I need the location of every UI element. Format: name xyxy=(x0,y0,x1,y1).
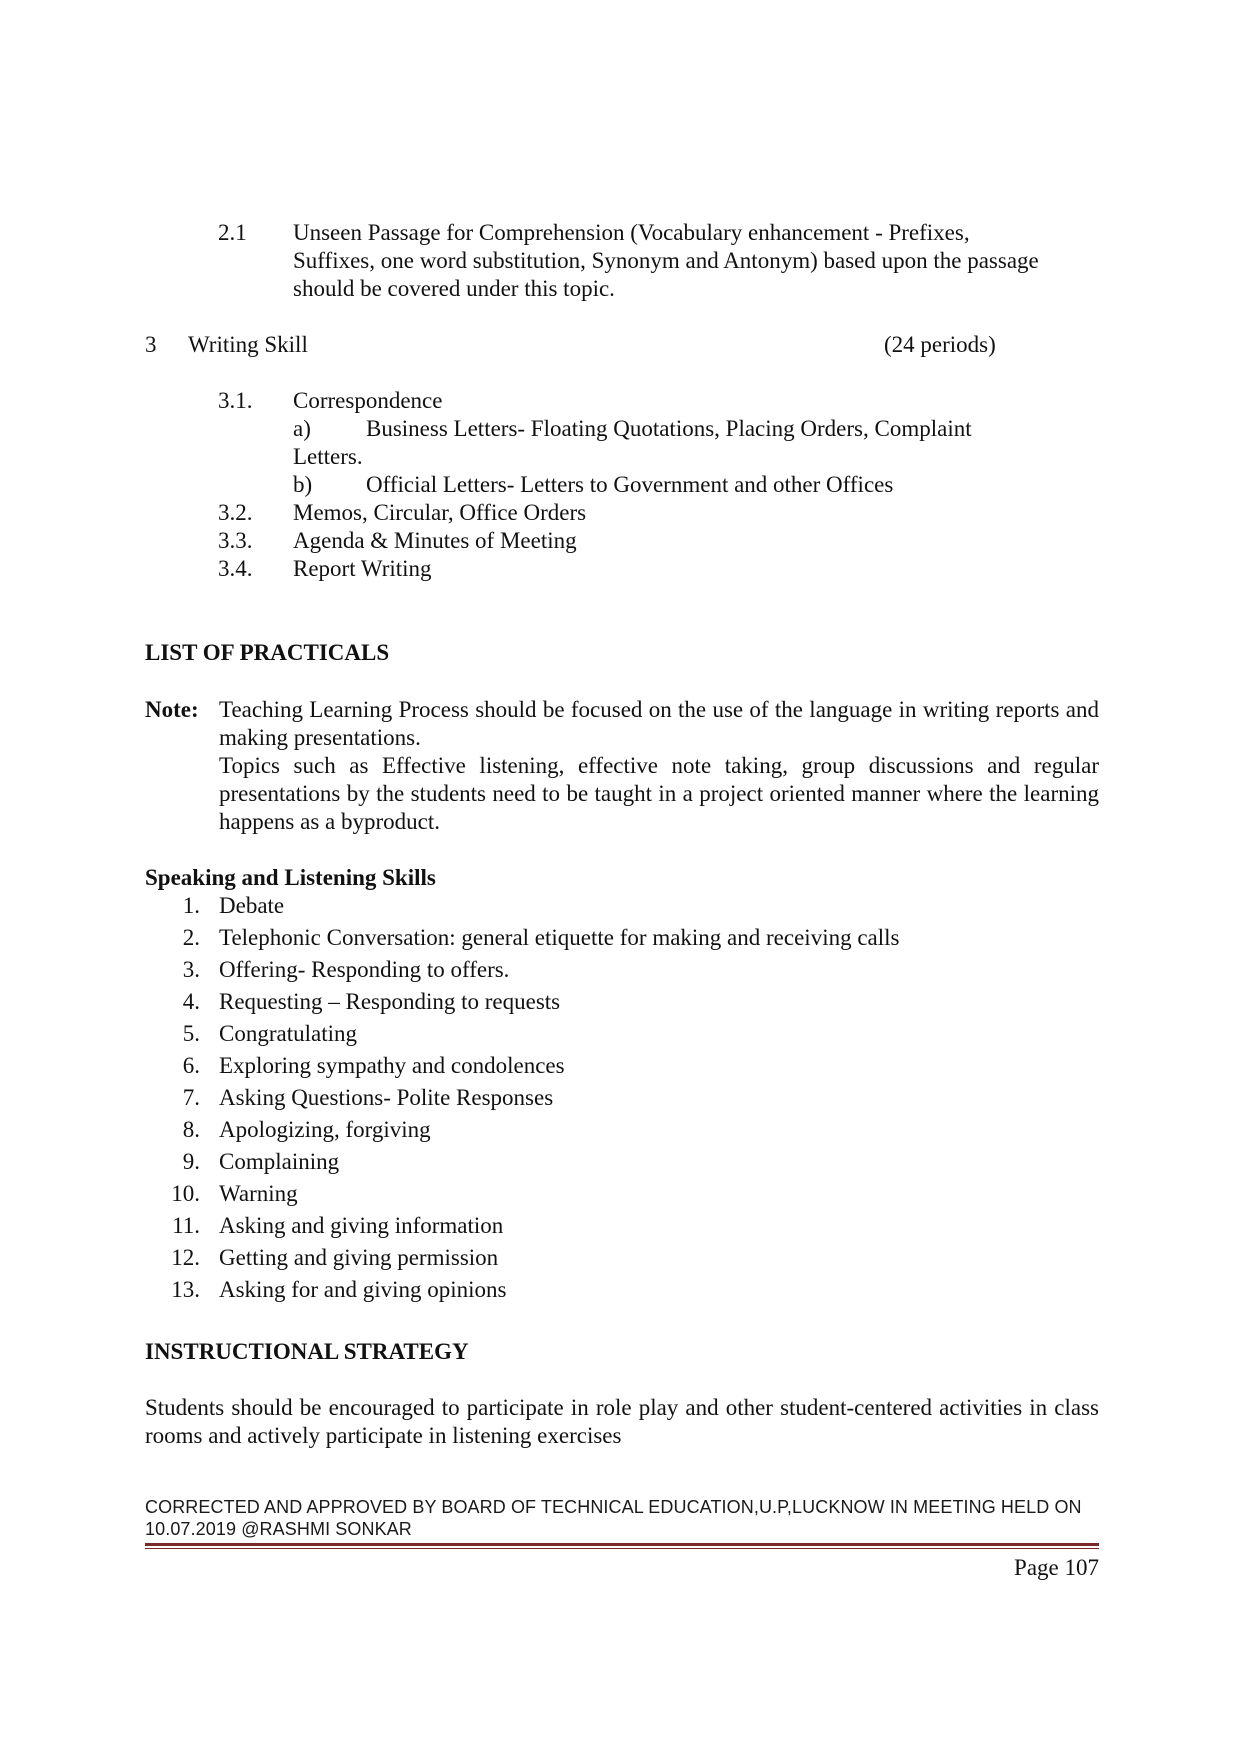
section-2-1-number: 2.1 xyxy=(218,220,247,245)
list-item-number: 1. xyxy=(182,893,200,918)
item-3-2-number: 3.2. xyxy=(218,500,253,525)
list-item-text: Complaining xyxy=(219,1149,340,1174)
footer-rule-thick xyxy=(145,1543,1099,1546)
list-item-number: 4. xyxy=(182,989,200,1014)
list-item-number: 7. xyxy=(182,1085,200,1110)
item-3-3-number: 3.3. xyxy=(218,528,253,553)
item-3-4-number: 3.4. xyxy=(218,556,253,581)
list-item-text: Asking for and giving opinions xyxy=(219,1277,507,1302)
list-item-text: Requesting – Responding to requests xyxy=(219,989,561,1014)
sub-a-text-cont: Letters. xyxy=(293,444,363,469)
footer-approval-date: 10.07.2019 @RASHMI SONKAR xyxy=(145,1519,412,1539)
footer-approval-line: CORRECTED AND APPROVED BY BOARD OF TECHNICAL EDUCATION,U.P,LUCKNOW IN MEETING HELD ON xyxy=(145,1497,1082,1517)
sub-b-label: b) xyxy=(293,472,313,497)
section-3-title: Writing Skill xyxy=(188,332,308,357)
list-item-number: 9. xyxy=(182,1149,200,1174)
list-item-text: Offering- Responding to offers. xyxy=(219,957,510,982)
sub-a-label: a) xyxy=(293,416,311,441)
item-3-4-text: Report Writing xyxy=(293,556,432,581)
list-item-text: Telephonic Conversation: general etiquette for making and receiving calls xyxy=(219,925,900,950)
list-item-text: Exploring sympathy and condolences xyxy=(219,1053,565,1078)
speaking-heading: Speaking and Listening Skills xyxy=(145,865,436,890)
section-2-1-line: Unseen Passage for Comprehension (Vocabulary enhancement - Prefixes, xyxy=(293,220,970,245)
list-item-text: Asking Questions- Polite Responses xyxy=(219,1085,554,1110)
page-number: Page 107 xyxy=(1014,1555,1099,1580)
list-item-number: 5. xyxy=(182,1021,200,1046)
list-item-text: Debate xyxy=(219,893,285,918)
section-3-number: 3 xyxy=(145,332,157,357)
list-item-number: 13. xyxy=(171,1277,200,1302)
strategy-heading: INSTRUCTIONAL STRATEGY xyxy=(145,1339,469,1364)
list-item-number: 3. xyxy=(182,957,200,982)
list-item-text: Apologizing, forgiving xyxy=(219,1117,431,1142)
list-item-number: 12. xyxy=(171,1245,200,1270)
list-item-number: 11. xyxy=(172,1213,200,1238)
list-item-number: 8. xyxy=(182,1117,200,1142)
section-3-periods: (24 periods) xyxy=(884,332,996,357)
list-item-text: Getting and giving permission xyxy=(219,1245,499,1270)
list-item-text: Congratulating xyxy=(219,1021,357,1046)
sub-b-text: Official Letters- Letters to Government and other Offices xyxy=(366,472,894,497)
note-paragraph-2: Topics such as Effective listening, effective note taking, group discussions and regular presentations by the students need to be taught in a project oriented manner where the learning happens as a byproduct. xyxy=(219,753,1099,834)
sub-a-text: Business Letters- Floating Quotations, Placing Orders, Complaint xyxy=(366,416,972,441)
item-3-2-text: Memos, Circular, Office Orders xyxy=(293,500,587,525)
list-item-text: Warning xyxy=(219,1181,298,1206)
list-item-text: Asking and giving information xyxy=(219,1213,504,1238)
item-3-1-number: 3.1. xyxy=(218,388,253,413)
list-item-number: 2. xyxy=(182,925,200,950)
note-paragraph-1: Teaching Learning Process should be focused on the use of the language in writing reports and making presentations. xyxy=(219,697,1099,750)
item-3-1-text: Correspondence xyxy=(293,388,443,413)
note-label: Note: xyxy=(145,697,199,722)
practicals-heading: LIST OF PRACTICALS xyxy=(145,640,390,665)
section-2-1-line: should be covered under this topic. xyxy=(293,276,615,301)
list-item-number: 10. xyxy=(171,1181,200,1206)
section-2-1-line: Suffixes, one word substitution, Synonym and Antonym) based upon the passage xyxy=(293,248,1039,273)
footer-rule-thin xyxy=(145,1548,1099,1549)
list-item-number: 6. xyxy=(182,1053,200,1078)
strategy-paragraph: Students should be encouraged to participate in role play and other student-centered activities in class rooms and actively participate in listening exercises xyxy=(145,1395,1099,1448)
item-3-3-text: Agenda & Minutes of Meeting xyxy=(293,528,577,553)
